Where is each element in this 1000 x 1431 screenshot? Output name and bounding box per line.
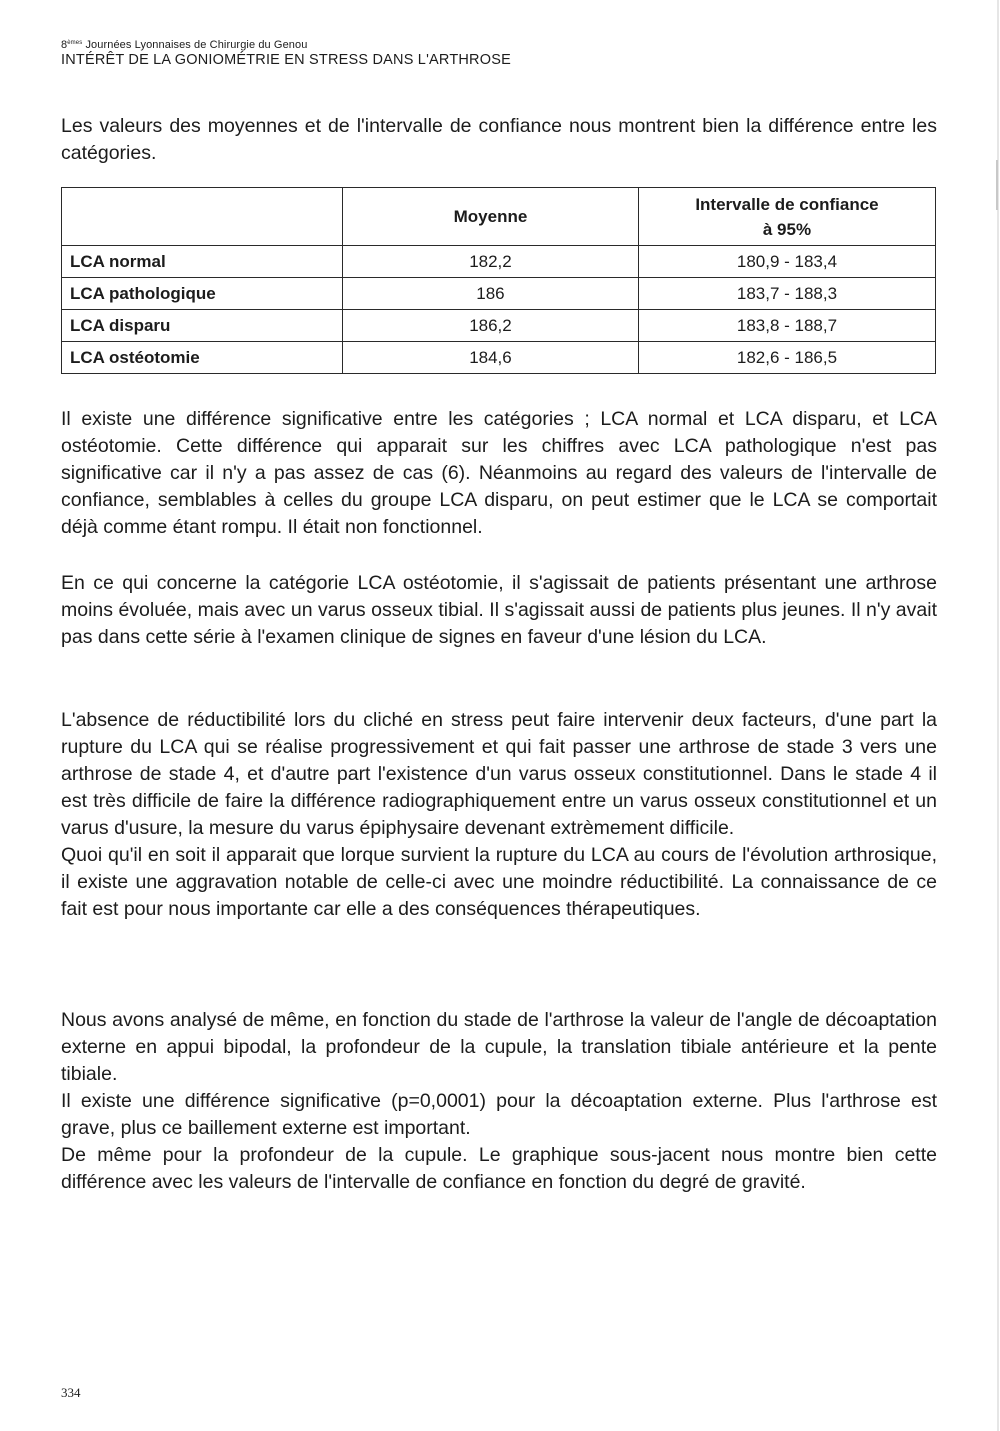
paragraph-block-analysis	[61, 1007, 937, 1196]
conference-line	[61, 39, 961, 52]
running-header	[61, 39, 961, 68]
table-row	[62, 342, 936, 374]
edition-number: 8	[61, 39, 68, 51]
paragraph-block-reducibility	[61, 707, 937, 923]
table-row	[62, 278, 936, 310]
row-mean: 186,2	[342, 310, 638, 342]
results-table	[61, 187, 936, 374]
row-ci: 182,6 - 186,5	[638, 342, 935, 374]
row-mean: 182,2	[342, 246, 638, 278]
row-label: LCA pathologique	[62, 278, 343, 310]
table-row	[62, 246, 936, 278]
page-number: 334	[61, 1385, 81, 1400]
row-mean: 184,6	[342, 342, 638, 374]
row-ci: 180,9 - 183,4	[638, 246, 935, 278]
page-edge	[997, 0, 999, 1431]
results-table-wrapper	[61, 187, 936, 374]
header-ci-line2: à 95%	[762, 219, 812, 239]
article-title: INTÉRÊT DE LA GONIOMÉTRIE EN STRESS DANS L'ARTHROSE	[61, 52, 511, 68]
intro-paragraph: Les valeurs des moyennes et de l'intervalle de confiance nous montrent bien la différence entre les catégories.	[61, 115, 937, 164]
paragraph-analysis: Nous avons analysé de même, en fonction du stade de l'arthrose la valeur de l'angle de décoaptation externe en appui bipodal, la profondeur de la cupule, la translation tibiale antérieure et la pente tibiale.	[61, 1009, 937, 1085]
header-confidence-interval	[638, 188, 935, 246]
paragraph-reducibility: L'absence de réductibilité lors du cliché en stress peut faire intervenir deux facteurs, d'une part la rupture du LCA qui se réalise progressivement et qui fait passer une arthrose de stade 3 vers une arthrose de stade 4, et d'autre part l'existence d'un varus osseux constitutionnel. Dans le stade 4 il est très difficile de faire la différence radiographiquement entre un varus osseux constitutionnel et un varus d'usure, la mesure du varus épiphysaire devenant extrèmement difficile.	[61, 709, 937, 839]
row-label: LCA disparu	[62, 310, 343, 342]
header-mean: Moyenne	[342, 188, 638, 246]
paragraph-decoaptation: Il existe une différence significative (p=0,0001) pour la décoaptation externe. Plus l'arthrose est grave, plus ce baillement externe est important.	[61, 1090, 937, 1139]
row-ci: 183,7 - 188,3	[638, 278, 935, 310]
paragraph-rupture: Quoi qu'il en soit il apparait que lorque survient la rupture du LCA au cours de l'évolution arthrosique, il existe une aggravation notable de celle-ci avec une moindre réductibilité. La connaissance de ce fait est pour nous importante car elle a des conséquences thérapeutiques.	[61, 844, 937, 920]
header-empty-cell	[62, 188, 343, 246]
header-ci-line1: Intervalle de confiance	[695, 194, 879, 214]
table-header-row	[62, 188, 936, 246]
row-label: LCA ostéotomie	[62, 342, 343, 374]
row-ci: 183,8 - 188,7	[638, 310, 935, 342]
row-label: LCA normal	[62, 246, 343, 278]
paragraph-significance: Il existe une différence significative entre les catégories ; LCA normal et LCA disparu, et LCA ostéotomie. Cette différence qui apparait sur les chiffres avec LCA pathologique n'est pas significative car il n'y a pas assez de cas (6). Néanmoins au regard des valeurs de l'intervalle de confiance, semblables à celles du groupe LCA disparu, on peut estimer que le LCA se comportait déjà comme étant rompu. Il était non fonctionnel.	[61, 408, 937, 538]
conference-name: Journées Lyonnaises de Chirurgie du Genou	[85, 39, 308, 51]
paragraph-cupule: De même pour la profondeur de la cupule. Le graphique sous-jacent nous montre bien cette différence avec les valeurs de l'intervalle de confiance en fonction du degré de gravité.	[61, 1144, 937, 1193]
page-edge-mark	[996, 160, 998, 210]
paragraph-osteotomy: En ce qui concerne la catégorie LCA ostéotomie, il s'agissait de patients présentant une arthrose moins évoluée, mais avec un varus osseux tibial. Il s'agissait aussi de patients plus jeunes. Il n'y avait pas dans cette série à l'examen clinique de signes en faveur d'une lésion du LCA.	[61, 572, 937, 648]
table-row	[62, 310, 936, 342]
row-mean: 186	[342, 278, 638, 310]
edition-superscript: èmes	[67, 40, 83, 46]
